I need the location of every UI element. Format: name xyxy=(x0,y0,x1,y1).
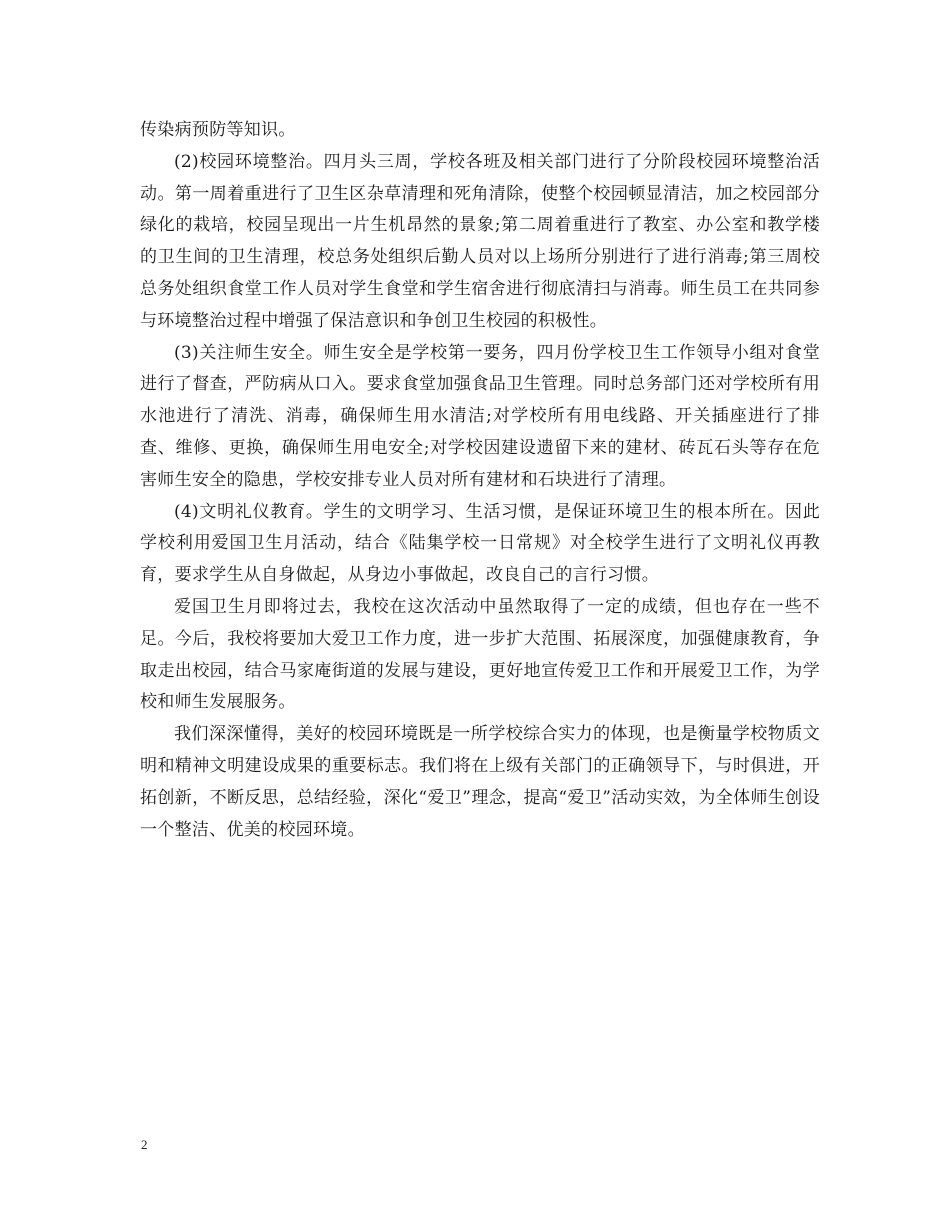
paragraph-safety: (3)关注师生安全。师生安全是学校第一要务，四月份学校卫生工作领导小组对食堂进行了督查，严防病从口入。要求食堂加强食品卫生管理。同时总务部门还对学校所有用水池进行了清洗、消毒，确保师生用水清洁;对学校所有用电线路、开关插座进行了排查、维修、更换，确保师生用电安全;对学校因建设遗留下来的建材、砖瓦石头等存在危害师生安全的隐患，学校安排专业人员对所有建材和石块进行了清理。 xyxy=(140,342,820,490)
paragraph-conclusion: 我们深深懂得，美好的校园环境既是一所学校综合实力的体现，也是衡量学校物质文明和精神文明建设成果的重要标志。我们将在上级有关部门的正确领导下，与时俱进，开拓创新，不断反思，总结经验，深化“爱卫”理念，提高“爱卫”活动实效，为全体师生创设一个整洁、优美的校园环境。 xyxy=(140,724,820,840)
paragraph-continuation: 传染病预防等知识。 xyxy=(140,120,296,140)
paragraph-summary: 爱国卫生月即将过去，我校在这次活动中虽然取得了一定的成绩，但也存在一些不足。今后，我校将要加大爱卫工作力度，进一步扩大范围、拓展深度，加强健康教育，争取走出校园，结合马家庵街道的发展与建设，更好地宣传爱卫工作和开展爱卫工作，为学校和师生发展服务。 xyxy=(140,596,820,713)
document-body xyxy=(140,115,820,846)
page-number: 2 xyxy=(141,1137,148,1152)
paragraph-campus-environment: (2)校园环境整治。四月头三周，学校各班及相关部门进行了分阶段校园环境整治活动。第一周着重进行了卫生区杂草清理和死角清除，使整个校园顿显清洁，加之校园部分绿化的栽培，校园呈现出一片生机昂然的景象;第二周着重进行了教室、办公室和教学楼的卫生间的卫生清理，校总务处组织后勤人员对以上场所分别进行了进行消毒;第三周校总务处组织食堂工作人员对学生食堂和学生宿舍进行彻底清扫与消毒。师生员工在共同参与环境整治过程中增强了保洁意识和争创卫生校园的积极性。 xyxy=(140,151,820,331)
paragraph-etiquette: (4)文明礼仪教育。学生的文明学习、生活习惯，是保证环境卫生的根本所在。因此学校利用爱国卫生月活动，结合《陆集学校一日常规》对全校学生进行了文明礼仪再教育，要求学生从自身做起，从身边小事做起，改良自己的言行习惯。 xyxy=(140,501,820,586)
